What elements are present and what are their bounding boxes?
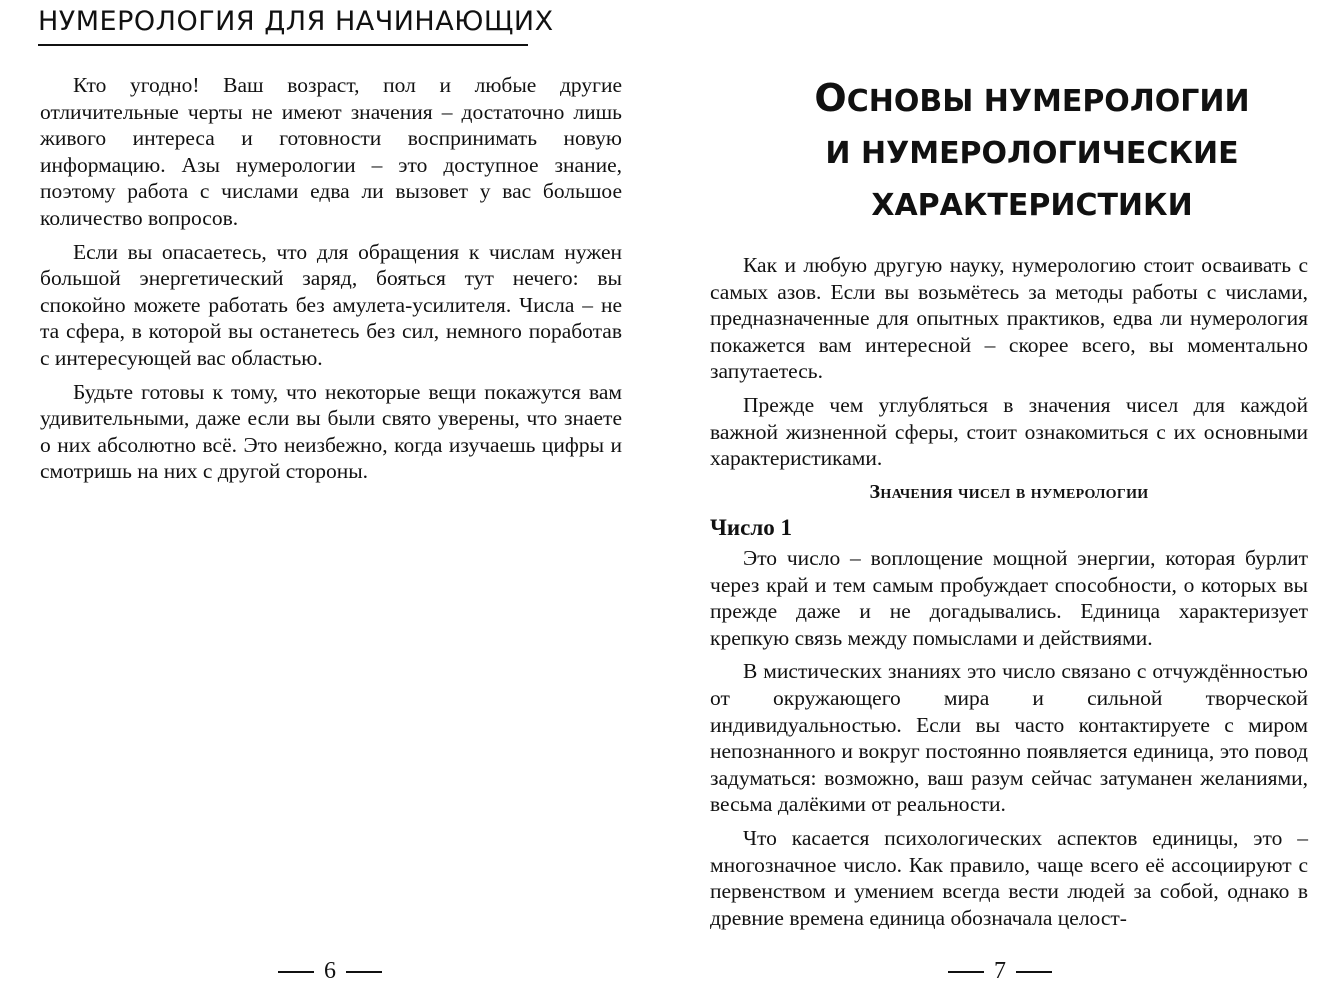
folio-dash xyxy=(278,971,314,973)
running-head: НУМЕРОЛОГИЯ ДЛЯ НАЧИНАЮЩИХ xyxy=(38,6,554,37)
chapter-title-line-2: И НУМЕРОЛОГИЧЕСКИЕ xyxy=(825,136,1239,171)
sub-heading: Число 1 xyxy=(710,515,792,540)
paragraph: Это число – воплощение мощной энергии, которая бурлит через край и тем самым пробуждает способности, о которых вы прежде даже и не догадывались. Единица характеризует крепкую связь между помыслами и действиями. xyxy=(710,546,1308,650)
paragraph: Что касается психологических аспектов единицы, это – многозначное число. Как правило, чаще всего её ассоциируют с первенством и умением всегда вести людей за собой, однако в древние времена единица обозначала целост- xyxy=(710,825,1308,930)
paragraph: Как и любую другую науку, нумерологию стоит осваивать с самых азов. Если вы возьмётесь за методы работы с числами, предназначенные для опытных практиков, едва ли нумерология покажется вам интересной – скорее всего, вы моментально запутаетесь. xyxy=(710,253,1308,384)
paragraph: Прежде чем углубляться в значения чисел для каждой важной жизненной сферы, стоит ознакомиться с их основными характеристиками. xyxy=(710,392,1308,471)
paragraph: Если вы опасаетесь, что для обращения к числам нужен большой энергетический заряд, бояться тут нечего: вы спокойно можете работать без амулета-усилителя. Числа – не та сфера, в которой вы останетесь без сил, немного поработав с интересующей вас областью. xyxy=(40,239,622,370)
section-heading: Значения чисел в нумерологии xyxy=(869,481,1149,503)
folio-dash xyxy=(948,971,984,973)
chapter-title xyxy=(742,72,1322,232)
left-page-body xyxy=(40,72,622,492)
page-number-left xyxy=(278,958,382,985)
page-number: 6 xyxy=(324,958,336,984)
page-number: 7 xyxy=(994,958,1006,984)
paragraph: В мистических знаниях это число связано с отчуждённостью от окружающего мира и сильной творческой индивидуальностью. Если вы часто контактируете с миром непознанного и вокруг постоянно появляется единица, это повод задуматься: возможно, ваш разум сейчас затуманен желаниями, весьма далёкими от реальности. xyxy=(710,659,1308,817)
chapter-title-line-3: ХАРАКТЕРИСТИКИ xyxy=(871,188,1193,223)
folio-dash xyxy=(346,971,382,973)
chapter-intro xyxy=(710,252,1308,479)
page-number-right xyxy=(948,958,1052,985)
paragraph: Кто угодно! Ваш возраст, пол и любые другие отличительные черты не имеют значения – достаточно лишь живого интереса и готовности воспринимать новую информацию. Азы нумерологии – это доступное знание, поэтому работа с числами едва ли вызовет у вас большое количество вопросов. xyxy=(40,73,622,230)
running-head-rule xyxy=(38,44,528,46)
chapter-title-line-1: ОСНОВЫ НУМЕРОЛОГИИ xyxy=(814,76,1250,120)
paragraph: Будьте готовы к тому, что некоторые вещи покажутся вам удивительными, даже если вы были свято уверены, что знаете о них абсолютно всё. Это неизбежно, когда изучаешь цифры и смотришь на них с другой стороны. xyxy=(40,379,622,484)
section-body xyxy=(710,545,1308,938)
folio-dash xyxy=(1016,971,1052,973)
